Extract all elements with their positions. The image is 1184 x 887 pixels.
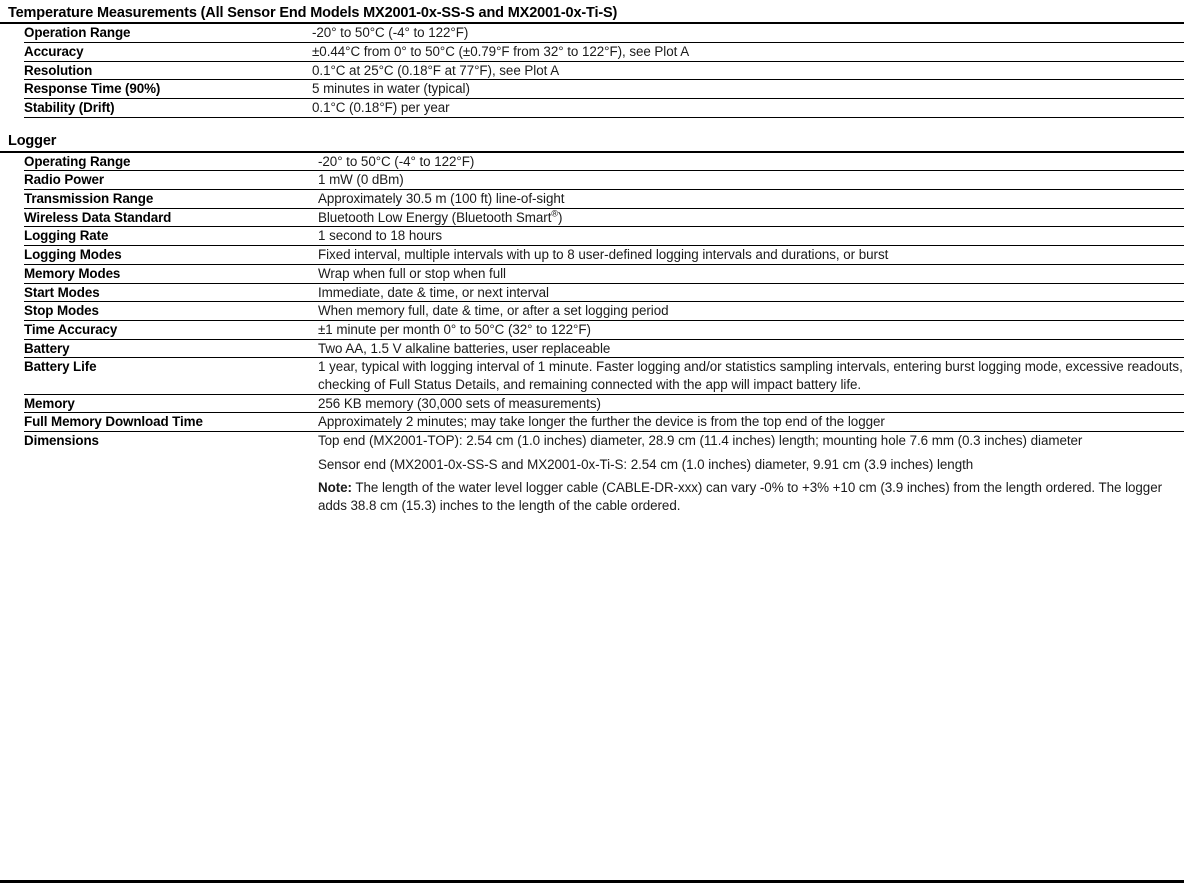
spec-label: Memory Modes — [24, 264, 318, 283]
spec-label: Dimensions — [24, 432, 318, 515]
row-indent — [0, 432, 24, 515]
row-indent — [0, 413, 24, 432]
table-row — [0, 320, 1184, 339]
logger-table — [0, 151, 1184, 515]
spec-label: Full Memory Download Time — [24, 413, 318, 432]
spec-value: ±1 minute per month 0° to 50°C (32° to 122°F) — [318, 320, 1184, 339]
table-row — [0, 394, 1184, 413]
table-row — [0, 152, 1184, 171]
dimensions-paragraph-top-end: Top end (MX2001-TOP): 2.54 cm (1.0 inches) diameter, 28.9 cm (11.4 inches) length; mounting hole 7.6 mm (0.3 inches) diameter — [318, 433, 1083, 448]
table-row — [0, 208, 1184, 227]
spec-label: Time Accuracy — [24, 320, 318, 339]
spec-value: Approximately 30.5 m (100 ft) line-of-sight — [318, 190, 1184, 209]
table-row — [0, 61, 1184, 80]
spec-label: Accuracy — [24, 42, 312, 61]
spec-label: Operating Range — [24, 152, 318, 171]
spec-value: Immediate, date & time, or next interval — [318, 283, 1184, 302]
table-row — [0, 190, 1184, 209]
table-row — [0, 80, 1184, 99]
spec-value: 256 KB memory (30,000 sets of measurements) — [318, 394, 1184, 413]
row-indent — [0, 227, 24, 246]
spec-value-prefix: Bluetooth Low Energy (Bluetooth Smart — [318, 209, 552, 225]
spec-label: Transmission Range — [24, 190, 318, 209]
table-row — [0, 413, 1184, 432]
row-indent — [0, 80, 24, 99]
spec-label: Stability (Drift) — [24, 98, 312, 117]
spec-value: ±0.44°C from 0° to 50°C (±0.79°F from 32° to 122°F), see Plot A — [312, 42, 1184, 61]
spec-value — [318, 208, 1184, 227]
spec-value: 0.1°C at 25°C (0.18°F at 77°F), see Plot A — [312, 61, 1184, 80]
spec-label: Start Modes — [24, 283, 318, 302]
row-indent — [0, 246, 24, 265]
spec-value: 1 second to 18 hours — [318, 227, 1184, 246]
table-row — [0, 283, 1184, 302]
table-row — [0, 23, 1184, 42]
spec-value: Fixed interval, multiple intervals with up to 8 user-defined logging intervals and durations, or burst — [318, 246, 1184, 265]
spec-label: Logging Modes — [24, 246, 318, 265]
spec-value: 5 minutes in water (typical) — [312, 80, 1184, 99]
table-row-dimensions — [0, 432, 1184, 515]
row-indent — [0, 283, 24, 302]
row-indent — [0, 152, 24, 171]
registered-mark-icon: ® — [551, 208, 559, 219]
spec-label: Response Time (90%) — [24, 80, 312, 99]
section-title-logger: Logger — [8, 132, 57, 149]
spec-value: Wrap when full or stop when full — [318, 264, 1184, 283]
spec-label: Radio Power — [24, 171, 318, 190]
spec-value: -20° to 50°C (-4° to 122°F) — [318, 152, 1184, 171]
dimensions-note — [318, 479, 1184, 514]
temperature-measurements-table — [0, 22, 1184, 117]
spec-label: Memory — [24, 394, 318, 413]
row-indent — [0, 339, 24, 358]
table-row — [0, 302, 1184, 321]
spec-label: Battery — [24, 339, 318, 358]
spec-value-suffix: ) — [558, 209, 563, 225]
table-row — [0, 246, 1184, 265]
table-row — [0, 98, 1184, 117]
row-indent — [0, 358, 24, 394]
spec-value — [318, 432, 1184, 515]
row-indent — [0, 302, 24, 321]
table-row — [0, 264, 1184, 283]
row-indent — [0, 190, 24, 209]
table-row — [0, 358, 1184, 394]
spec-value: 0.1°C (0.18°F) per year — [312, 98, 1184, 117]
spec-label: Logging Rate — [24, 227, 318, 246]
row-indent — [0, 394, 24, 413]
note-text: The length of the water level logger cable (CABLE-DR-xxx) can vary -0% to +3% +10 cm (3.9 inches) from the length ordered. The logger adds 38.8 cm (15.3) inches to the length of the cable ordered. — [318, 480, 1163, 514]
note-label: Note: — [318, 480, 352, 496]
row-indent — [0, 42, 24, 61]
spec-value: Approximately 2 minutes; may take longer the further the device is from the top end of the logger — [318, 413, 1184, 432]
table-row — [0, 227, 1184, 246]
row-indent — [0, 171, 24, 190]
spec-value: 1 year, typical with logging interval of 1 minute. Faster logging and/or statistics sampling intervals, entering burst logging mode, excessive readouts, checking of Full Status Details, and remaining connected with the app will impact battery life. — [318, 358, 1184, 394]
row-indent — [0, 320, 24, 339]
row-indent — [0, 61, 24, 80]
spec-value: -20° to 50°C (-4° to 122°F) — [312, 23, 1184, 42]
row-indent — [0, 23, 24, 42]
document-bottom-rule — [0, 880, 1184, 883]
spec-label: Wireless Data Standard — [24, 208, 318, 227]
section-title-temperature-measurements: Temperature Measurements (All Sensor End Models MX2001-0x-SS-S and MX2001-0x-Ti-S) — [8, 5, 618, 21]
spec-value: 1 mW (0 dBm) — [318, 171, 1184, 190]
row-indent — [0, 98, 24, 117]
table-row — [0, 171, 1184, 190]
row-indent — [0, 264, 24, 283]
spec-value: Two AA, 1.5 V alkaline batteries, user replaceable — [318, 339, 1184, 358]
spec-label: Stop Modes — [24, 302, 318, 321]
table-row — [0, 339, 1184, 358]
spec-label: Battery Life — [24, 358, 318, 394]
spec-value: When memory full, date & time, or after a set logging period — [318, 302, 1184, 321]
dimensions-paragraph-sensor-end: Sensor end (MX2001-0x-SS-S and MX2001-0x-Ti-S: 2.54 cm (1.0 inches) diameter, 9.91 cm (3.9 inches) length — [318, 456, 974, 472]
row-indent — [0, 208, 24, 227]
spec-label: Operation Range — [24, 23, 312, 42]
spec-label: Resolution — [24, 61, 312, 80]
table-row — [0, 42, 1184, 61]
